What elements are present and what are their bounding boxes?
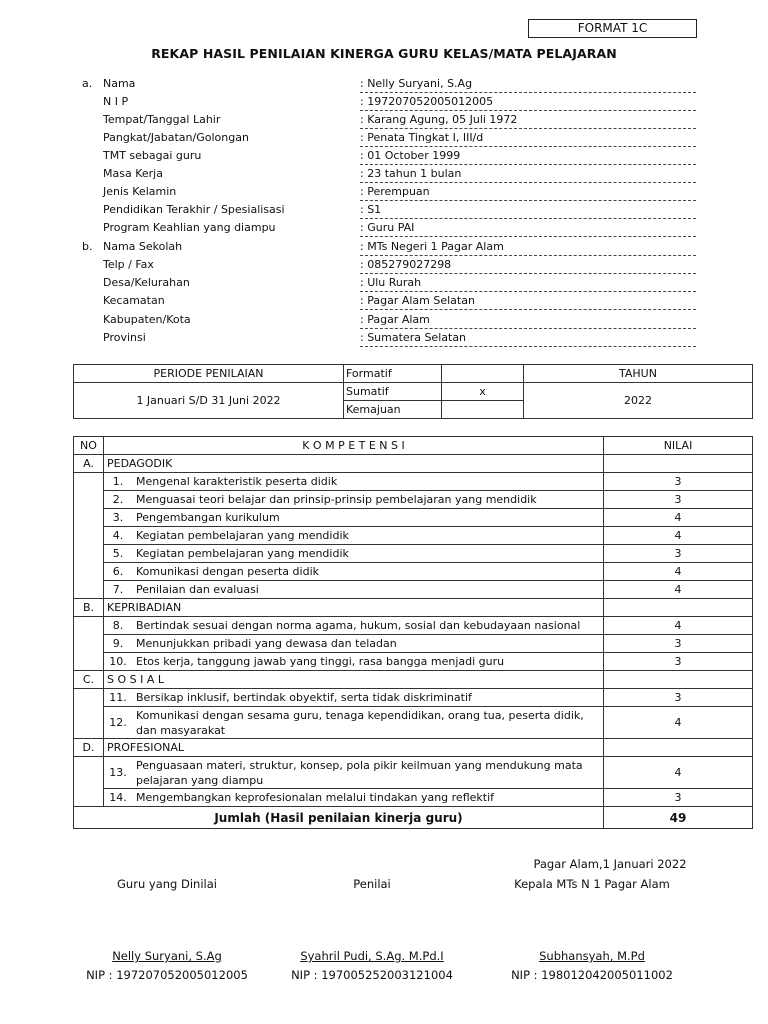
no-cell [74, 509, 104, 527]
section-value-cell [604, 455, 753, 473]
evaluated-nip: NIP : 197207052005012005 [86, 968, 248, 982]
identity-label: Tempat/Tanggal Lahir [103, 113, 221, 126]
item-text: Komunikasi dengan sesama guru, tenaga kependidikan, orang tua, peserta didik, dan masyarakat [132, 707, 604, 739]
identity-value: : Perempuan [360, 185, 696, 201]
identity-row [82, 167, 702, 185]
identity-row [82, 149, 702, 167]
table-row [74, 581, 753, 599]
item-number: 11. [104, 689, 133, 707]
period-range: 1 Januari S/D 31 Juni 2022 [74, 383, 344, 419]
identity-row [82, 258, 702, 276]
item-number: 4. [104, 527, 133, 545]
no-cell [74, 563, 104, 581]
total-row [74, 807, 753, 829]
section-row [74, 739, 753, 757]
identity-value: : Pagar Alam Selatan [360, 294, 696, 310]
section-letter: C. [74, 671, 104, 689]
identity-label: Program Keahlian yang diampu [103, 221, 276, 234]
table-row [74, 491, 753, 509]
item-value: 3 [604, 473, 753, 491]
item-value: 3 [604, 491, 753, 509]
identity-label: Desa/Kelurahan [103, 276, 190, 289]
identity-row [82, 294, 702, 312]
section-letter: A. [74, 455, 104, 473]
identity-label: Kabupaten/Kota [103, 313, 191, 326]
item-value: 4 [604, 563, 753, 581]
section-name: PROFESIONAL [104, 739, 604, 757]
evaluated-name: Nelly Suryani, S.Ag [112, 949, 222, 963]
item-text: Mengembangkan keprofesionalan melalui tindakan yang reflektif [132, 789, 604, 807]
identity-value: : Nelly Suryani, S.Ag [360, 77, 696, 93]
type-sumatif: Sumatif [344, 383, 442, 401]
section-row [74, 455, 753, 473]
identity-value: : 085279027298 [360, 258, 696, 274]
identity-value: : Pagar Alam [360, 313, 696, 329]
table-row [74, 563, 753, 581]
table-row [74, 509, 753, 527]
place-date: Pagar Alam,1 Januari 2022 [533, 857, 687, 871]
section-value-cell [604, 739, 753, 757]
identity-label: Kecamatan [103, 294, 165, 307]
item-value: 4 [604, 581, 753, 599]
identity-row [82, 331, 702, 349]
total-label: Jumlah (Hasil penilaian kinerja guru) [74, 807, 604, 829]
no-cell [74, 491, 104, 509]
assessor-nip: NIP : 197005252003121004 [291, 968, 453, 982]
identity-value: : 01 October 1999 [360, 149, 696, 165]
section-value-cell [604, 671, 753, 689]
column-header-value: NILAI [604, 437, 753, 455]
item-value: 3 [604, 545, 753, 563]
identity-label: Masa Kerja [103, 167, 163, 180]
identity-row [82, 95, 702, 113]
identity-value: : Ulu Rurah [360, 276, 696, 292]
identity-value: : Guru PAI [360, 221, 696, 237]
item-text: Kegiatan pembelajaran yang mendidik [132, 545, 604, 563]
item-text: Menunjukkan pribadi yang dewasa dan teladan [132, 635, 604, 653]
identity-value: : 197207052005012005 [360, 95, 696, 111]
identity-row [82, 276, 702, 294]
identity-label: Telp / Fax [103, 258, 154, 271]
item-text: Penilaian dan evaluasi [132, 581, 604, 599]
section-letter: D. [74, 739, 104, 757]
identity-value: : Karang Agung, 05 Juli 1972 [360, 113, 696, 129]
identity-value: : Penata Tingkat I, III/d [360, 131, 696, 147]
identity-label: N I P [103, 95, 129, 108]
item-number: 1. [104, 473, 133, 491]
identity-value: : Sumatera Selatan [360, 331, 696, 347]
item-value: 4 [604, 617, 753, 635]
item-number: 14. [104, 789, 133, 807]
table-row [74, 653, 753, 671]
table-row [74, 617, 753, 635]
period-table [73, 364, 753, 419]
item-text: Kegiatan pembelajaran yang mendidik [132, 527, 604, 545]
type-formatif: Formatif [344, 365, 442, 383]
head-name: Subhansyah, M.Pd [539, 949, 645, 963]
item-text: Etos kerja, tanggung jawab yang tinggi, rasa bangga menjadi guru [132, 653, 604, 671]
item-text: Bersikap inklusif, bertindak obyektif, serta tidak diskriminatif [132, 689, 604, 707]
identity-row [82, 313, 702, 331]
identity-label: Provinsi [103, 331, 146, 344]
type-kemajuan: Kemajuan [344, 401, 442, 419]
no-cell [74, 689, 104, 707]
item-text: Komunikasi dengan peserta didik [132, 563, 604, 581]
no-cell [74, 527, 104, 545]
item-value: 3 [604, 635, 753, 653]
column-header-competency: K O M P E T E N S I [104, 437, 604, 455]
format-label: FORMAT 1C [528, 19, 697, 38]
head-role: Kepala MTs N 1 Pagar Alam [514, 877, 670, 891]
identity-row [82, 240, 702, 258]
item-text: Menguasai teori belajar dan prinsip-prinsip pembelajaran yang mendidik [132, 491, 604, 509]
identity-letter: a. [82, 77, 93, 90]
item-number: 5. [104, 545, 133, 563]
table-row [74, 527, 753, 545]
year-value: 2022 [524, 383, 753, 419]
section-row [74, 599, 753, 617]
competency-table [73, 436, 753, 829]
item-number: 7. [104, 581, 133, 599]
document-title: REKAP HASIL PENILAIAN KINERGA GURU KELAS/MATA PELAJARAN [151, 46, 617, 61]
mark-formatif [442, 365, 524, 383]
section-name: PEDAGODIK [104, 455, 604, 473]
table-row [74, 707, 753, 739]
table-row [74, 757, 753, 789]
section-row [74, 671, 753, 689]
table-row [74, 473, 753, 491]
section-name: S O S I A L [104, 671, 604, 689]
table-row [74, 635, 753, 653]
no-cell [74, 545, 104, 563]
identity-label: Nama [103, 77, 136, 90]
item-text: Pengembangan kurikulum [132, 509, 604, 527]
item-number: 2. [104, 491, 133, 509]
section-letter: B. [74, 599, 104, 617]
item-value: 3 [604, 653, 753, 671]
total-value: 49 [604, 807, 753, 829]
item-number: 13. [104, 757, 133, 789]
identity-label: Jenis Kelamin [103, 185, 177, 198]
item-value: 3 [604, 789, 753, 807]
no-cell [74, 473, 104, 491]
no-cell [74, 757, 104, 789]
column-header-no: NO [74, 437, 104, 455]
item-text: Bertindak sesuai dengan norma agama, hukum, sosial dan kebudayaan nasional [132, 617, 604, 635]
assessor-role: Penilai [353, 877, 391, 891]
identity-label: Pendidikan Terakhir / Spesialisasi [103, 203, 285, 216]
no-cell [74, 635, 104, 653]
no-cell [74, 653, 104, 671]
identity-letter: b. [82, 240, 93, 253]
table-row [74, 689, 753, 707]
item-value: 3 [604, 689, 753, 707]
mark-kemajuan [442, 401, 524, 419]
item-number: 9. [104, 635, 133, 653]
identity-label: Pangkat/Jabatan/Golongan [103, 131, 249, 144]
item-value: 4 [604, 757, 753, 789]
identity-label: Nama Sekolah [103, 240, 183, 253]
assessor-name: Syahril Pudi, S.Ag. M.Pd.I [300, 949, 444, 963]
evaluated-role: Guru yang Dinilai [117, 877, 217, 891]
no-cell [74, 707, 104, 739]
item-number: 8. [104, 617, 133, 635]
identity-value: : S1 [360, 203, 696, 219]
identity-row [82, 185, 702, 203]
no-cell [74, 581, 104, 599]
period-header: PERIODE PENILAIAN [74, 365, 344, 383]
identity-row [82, 113, 702, 131]
no-cell [74, 617, 104, 635]
identity-row [82, 77, 702, 95]
item-text: Mengenal karakteristik peserta didik [132, 473, 604, 491]
identity-label: TMT sebagai guru [103, 149, 202, 162]
item-text: Penguasaan materi, struktur, konsep, pola pikir keilmuan yang mendukung mata pelajaran yang diampu [132, 757, 604, 789]
mark-sumatif: x [442, 383, 524, 401]
section-name: KEPRIBADIAN [104, 599, 604, 617]
identity-value: : MTs Negeri 1 Pagar Alam [360, 240, 696, 256]
table-row [74, 545, 753, 563]
table-row [74, 789, 753, 807]
identity-row [82, 221, 702, 239]
item-number: 6. [104, 563, 133, 581]
year-header: TAHUN [524, 365, 753, 383]
item-number: 10. [104, 653, 133, 671]
item-value: 4 [604, 707, 753, 739]
section-value-cell [604, 599, 753, 617]
identity-row [82, 131, 702, 149]
item-number: 3. [104, 509, 133, 527]
no-cell [74, 789, 104, 807]
head-nip: NIP : 198012042005011002 [511, 968, 673, 982]
item-number: 12. [104, 707, 133, 739]
identity-value: : 23 tahun 1 bulan [360, 167, 696, 183]
item-value: 4 [604, 509, 753, 527]
item-value: 4 [604, 527, 753, 545]
identity-row [82, 203, 702, 221]
